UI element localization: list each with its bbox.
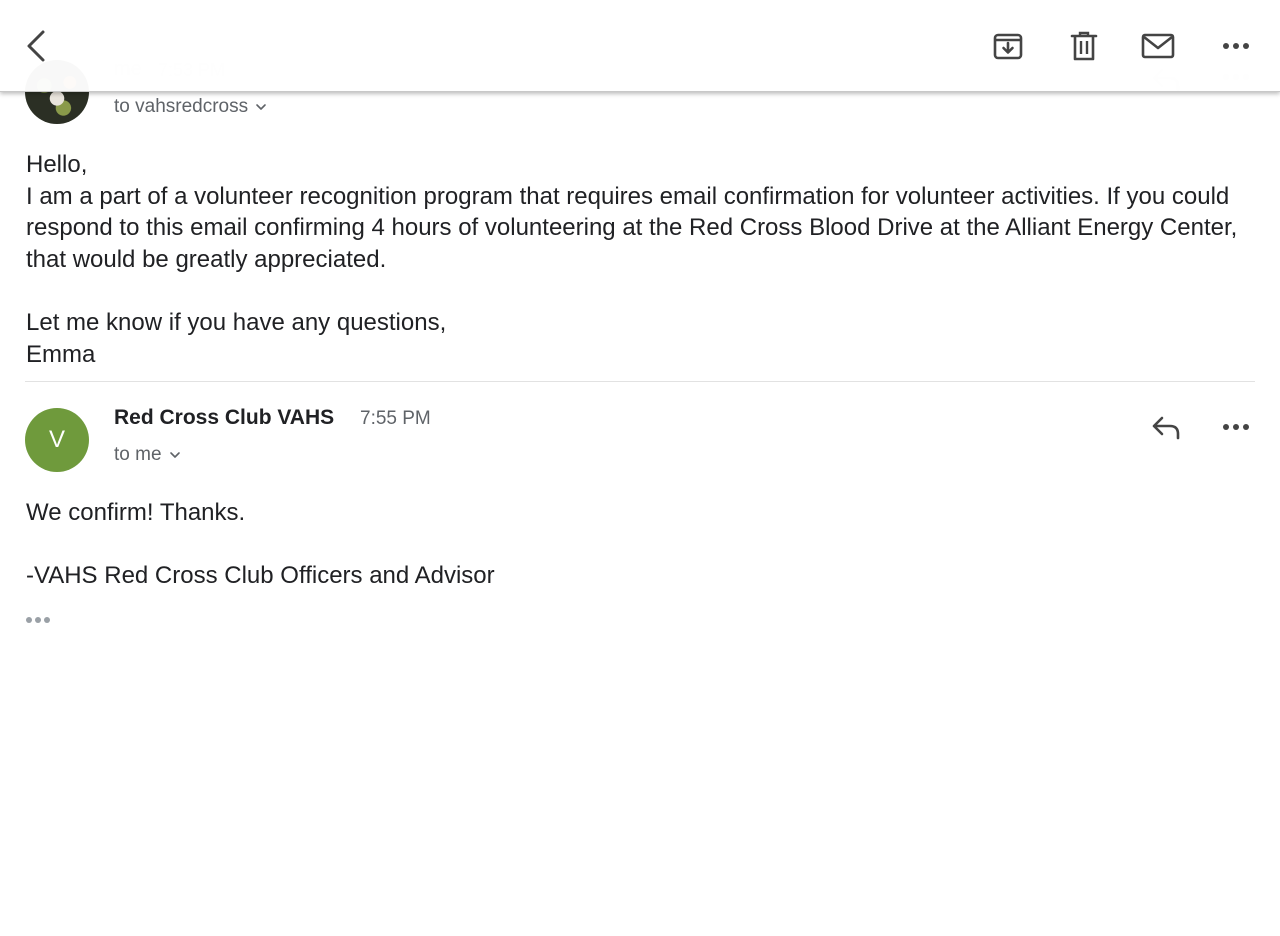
top-toolbar <box>0 0 1280 92</box>
avatar[interactable] <box>25 408 89 472</box>
sent-time: 7:55 PM <box>360 408 431 429</box>
mail-icon <box>1141 32 1175 60</box>
chevron-down-icon <box>168 448 182 462</box>
show-trimmed-content-button[interactable] <box>26 612 56 628</box>
back-button[interactable] <box>18 28 54 64</box>
dot <box>35 617 41 623</box>
recipient-label: to vahsredcross <box>114 96 249 117</box>
more-icon <box>1222 42 1250 50</box>
message-divider <box>25 381 1255 382</box>
more-options-button[interactable] <box>1218 28 1254 64</box>
delete-button[interactable] <box>1066 28 1102 64</box>
dot <box>44 617 50 623</box>
reply-button[interactable] <box>1148 410 1184 444</box>
archive-button[interactable] <box>990 28 1026 64</box>
more-icon <box>1222 423 1250 431</box>
message-more-button[interactable] <box>1218 410 1254 444</box>
message-body: We confirm! Thanks. -VAHS Red Cross Club Officers and Advisor <box>26 499 495 590</box>
recipient-label: to me <box>114 444 162 465</box>
trash-icon <box>1069 30 1099 62</box>
recipient-details-toggle[interactable] <box>114 444 182 466</box>
message-body: Hello, I am a part of a volunteer recognition program that requires email confirmation for volunteer activities. If you could respond to this email confirming 4 hours of volunteering at the Red Cross Blood Drive at the Alliant Energy Center, that would be greatly appreciated. Let me know if you have any questions, Emma <box>26 151 1238 368</box>
recipient-details-toggle[interactable] <box>114 96 268 118</box>
archive-icon <box>992 30 1024 62</box>
back-icon <box>24 29 48 63</box>
avatar-letter: V <box>48 426 65 453</box>
chevron-down-icon <box>254 100 268 114</box>
dot <box>26 617 32 623</box>
mark-unread-button[interactable] <box>1140 28 1176 64</box>
reply-icon <box>1150 414 1182 440</box>
sender-name: Red Cross Club VAHS <box>114 406 335 429</box>
